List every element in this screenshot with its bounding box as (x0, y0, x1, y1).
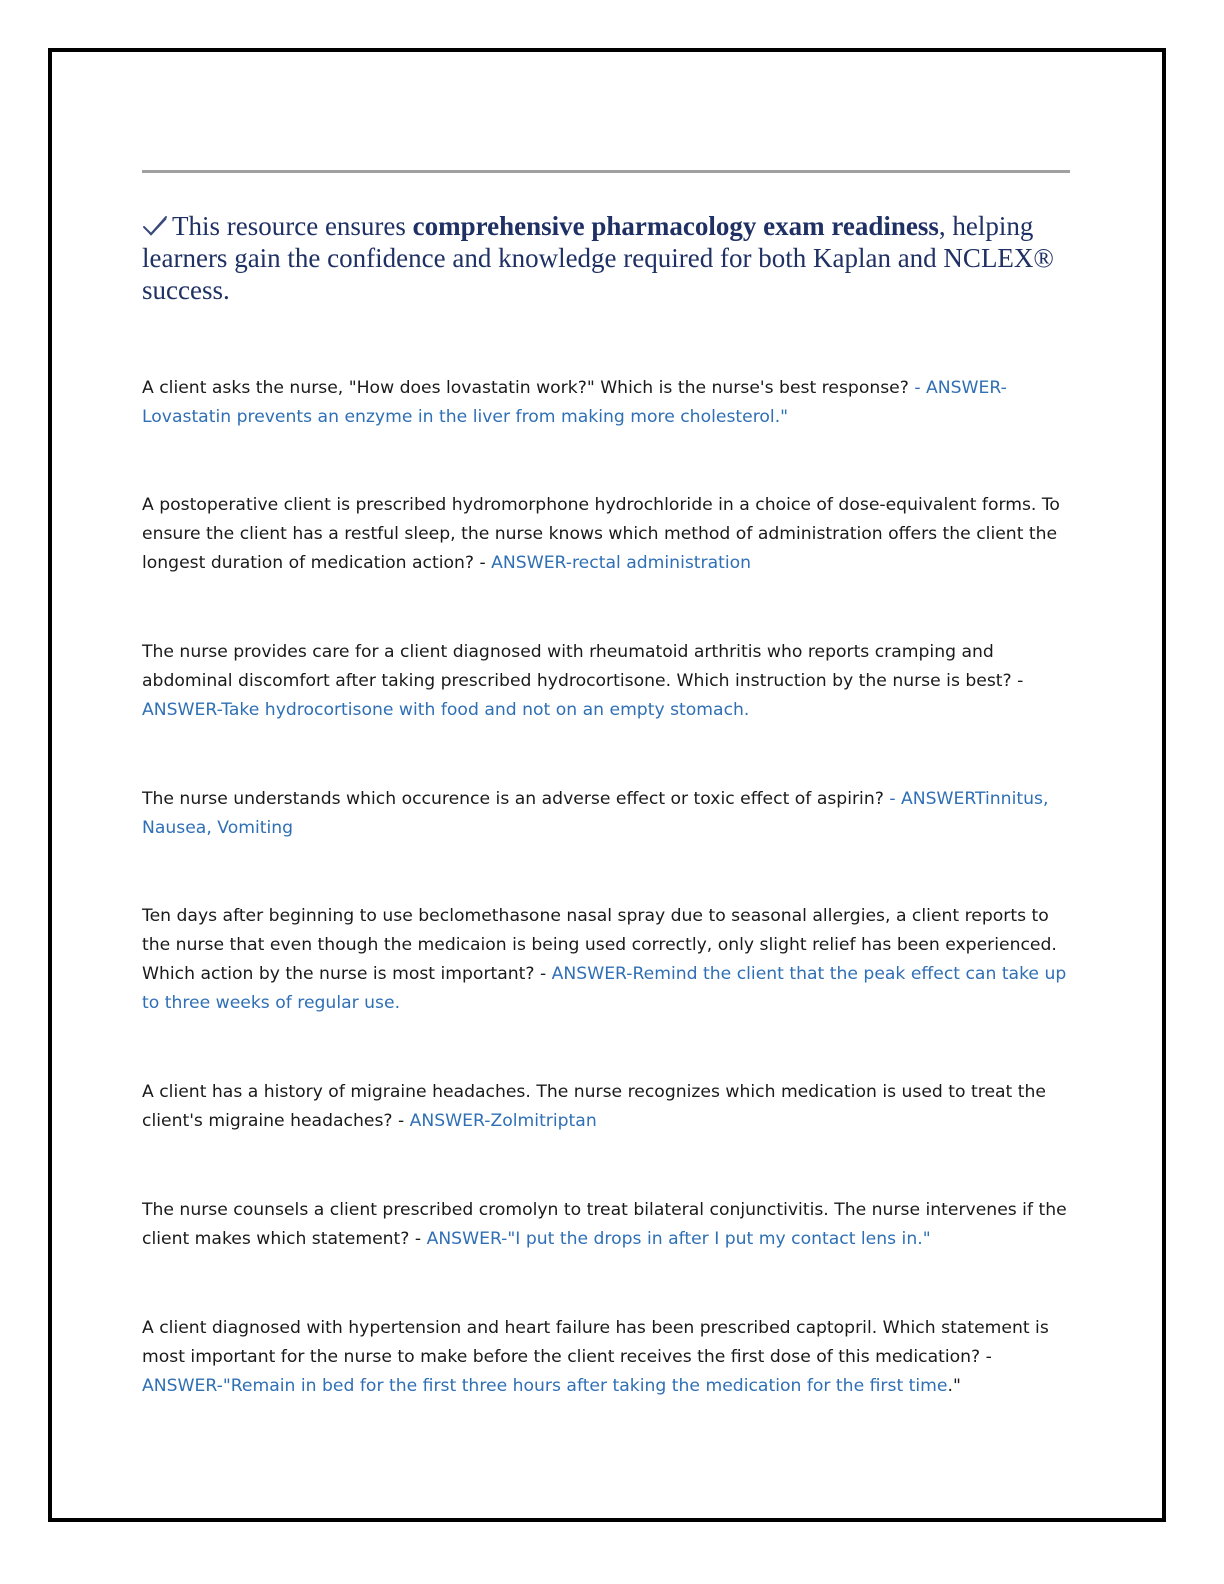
qa-item-4 (142, 785, 1072, 843)
question-text: A client diagnosed with hypertension and heart failure has been prescribed captopril. Which statement is most important for the nurse to make before the client receives the first dose of this medication? - (142, 1318, 1049, 1367)
answer-text: ANSWER-Take hydrocortisone with food and not on an empty stomach. (142, 700, 750, 720)
intro-text-after: , helping learners gain the confidence and knowledge required for both Kaplan and NCLEX® success. (142, 211, 1054, 305)
answer-text: ANSWER-Remind the client that the peak effect can take up to three weeks of regular use. (142, 964, 1067, 1013)
qa-item-5 (142, 902, 1072, 1018)
question-text: The nurse counsels a client prescribed cromolyn to treat bilateral conjunctivitis. The nurse intervenes if the client makes which statement? - (142, 1200, 1067, 1249)
answer-text: ANSWER-Zolmitriptan (409, 1111, 597, 1131)
intro-text-bold: comprehensive pharmacology exam readiness (412, 211, 939, 241)
qa-item-2 (142, 491, 1072, 578)
qa-item-7 (142, 1196, 1072, 1254)
question-text: A client asks the nurse, "How does lovastatin work?" Which is the nurse's best response? (142, 378, 915, 398)
horizontal-rule (142, 170, 1070, 173)
qa-item-3 (142, 638, 1072, 725)
question-text: The nurse provides care for a client diagnosed with rheumatoid arthritis who reports cramping and abdominal discomfort after taking prescribed hydrocortisone. Which instruction by the nurse is best? - (142, 642, 1024, 691)
question-text: Ten days after beginning to use beclomethasone nasal spray due to seasonal allergies, a client reports to the nurse that even though the medicaion is being used correctly, only slight relief has been experienced. Which action by the nurse is most important? - (142, 906, 1057, 984)
answer-text: - ANSWERTinnitus, Nausea, Vomiting (142, 789, 1049, 838)
question-text: A postoperative client is prescribed hydromorphone hydrochloride in a choice of dose-equivalent forms. To ensure the client has a restful sleep, the nurse knows which method of administration offers the client the longest duration of medication action? - (142, 495, 1060, 573)
answer-text: - ANSWER-Lovastatin prevents an enzyme in the liver from making more cholesterol." (142, 378, 1007, 427)
question-text: The nurse understands which occurence is an adverse effect or toxic effect of aspirin? (142, 789, 890, 809)
answer-trailing-text: ." (947, 1376, 961, 1396)
answer-text: ANSWER-rectal administration (491, 553, 752, 573)
qa-item-8 (142, 1314, 1072, 1401)
intro-paragraph (142, 210, 1082, 306)
intro-text-before: This resource ensures (172, 211, 413, 241)
answer-text: ANSWER-"I put the drops in after I put my contact lens in." (426, 1229, 931, 1249)
answer-text: ANSWER-"Remain in bed for the first three hours after taking the medication for the first time (142, 1376, 948, 1396)
qa-item-6 (142, 1078, 1072, 1136)
question-text: A client has a history of migraine headaches. The nurse recognizes which medication is used to treat the client's migraine headaches? - (142, 1082, 1046, 1131)
check-mark-icon (142, 215, 168, 237)
qa-item-1 (142, 374, 1072, 432)
